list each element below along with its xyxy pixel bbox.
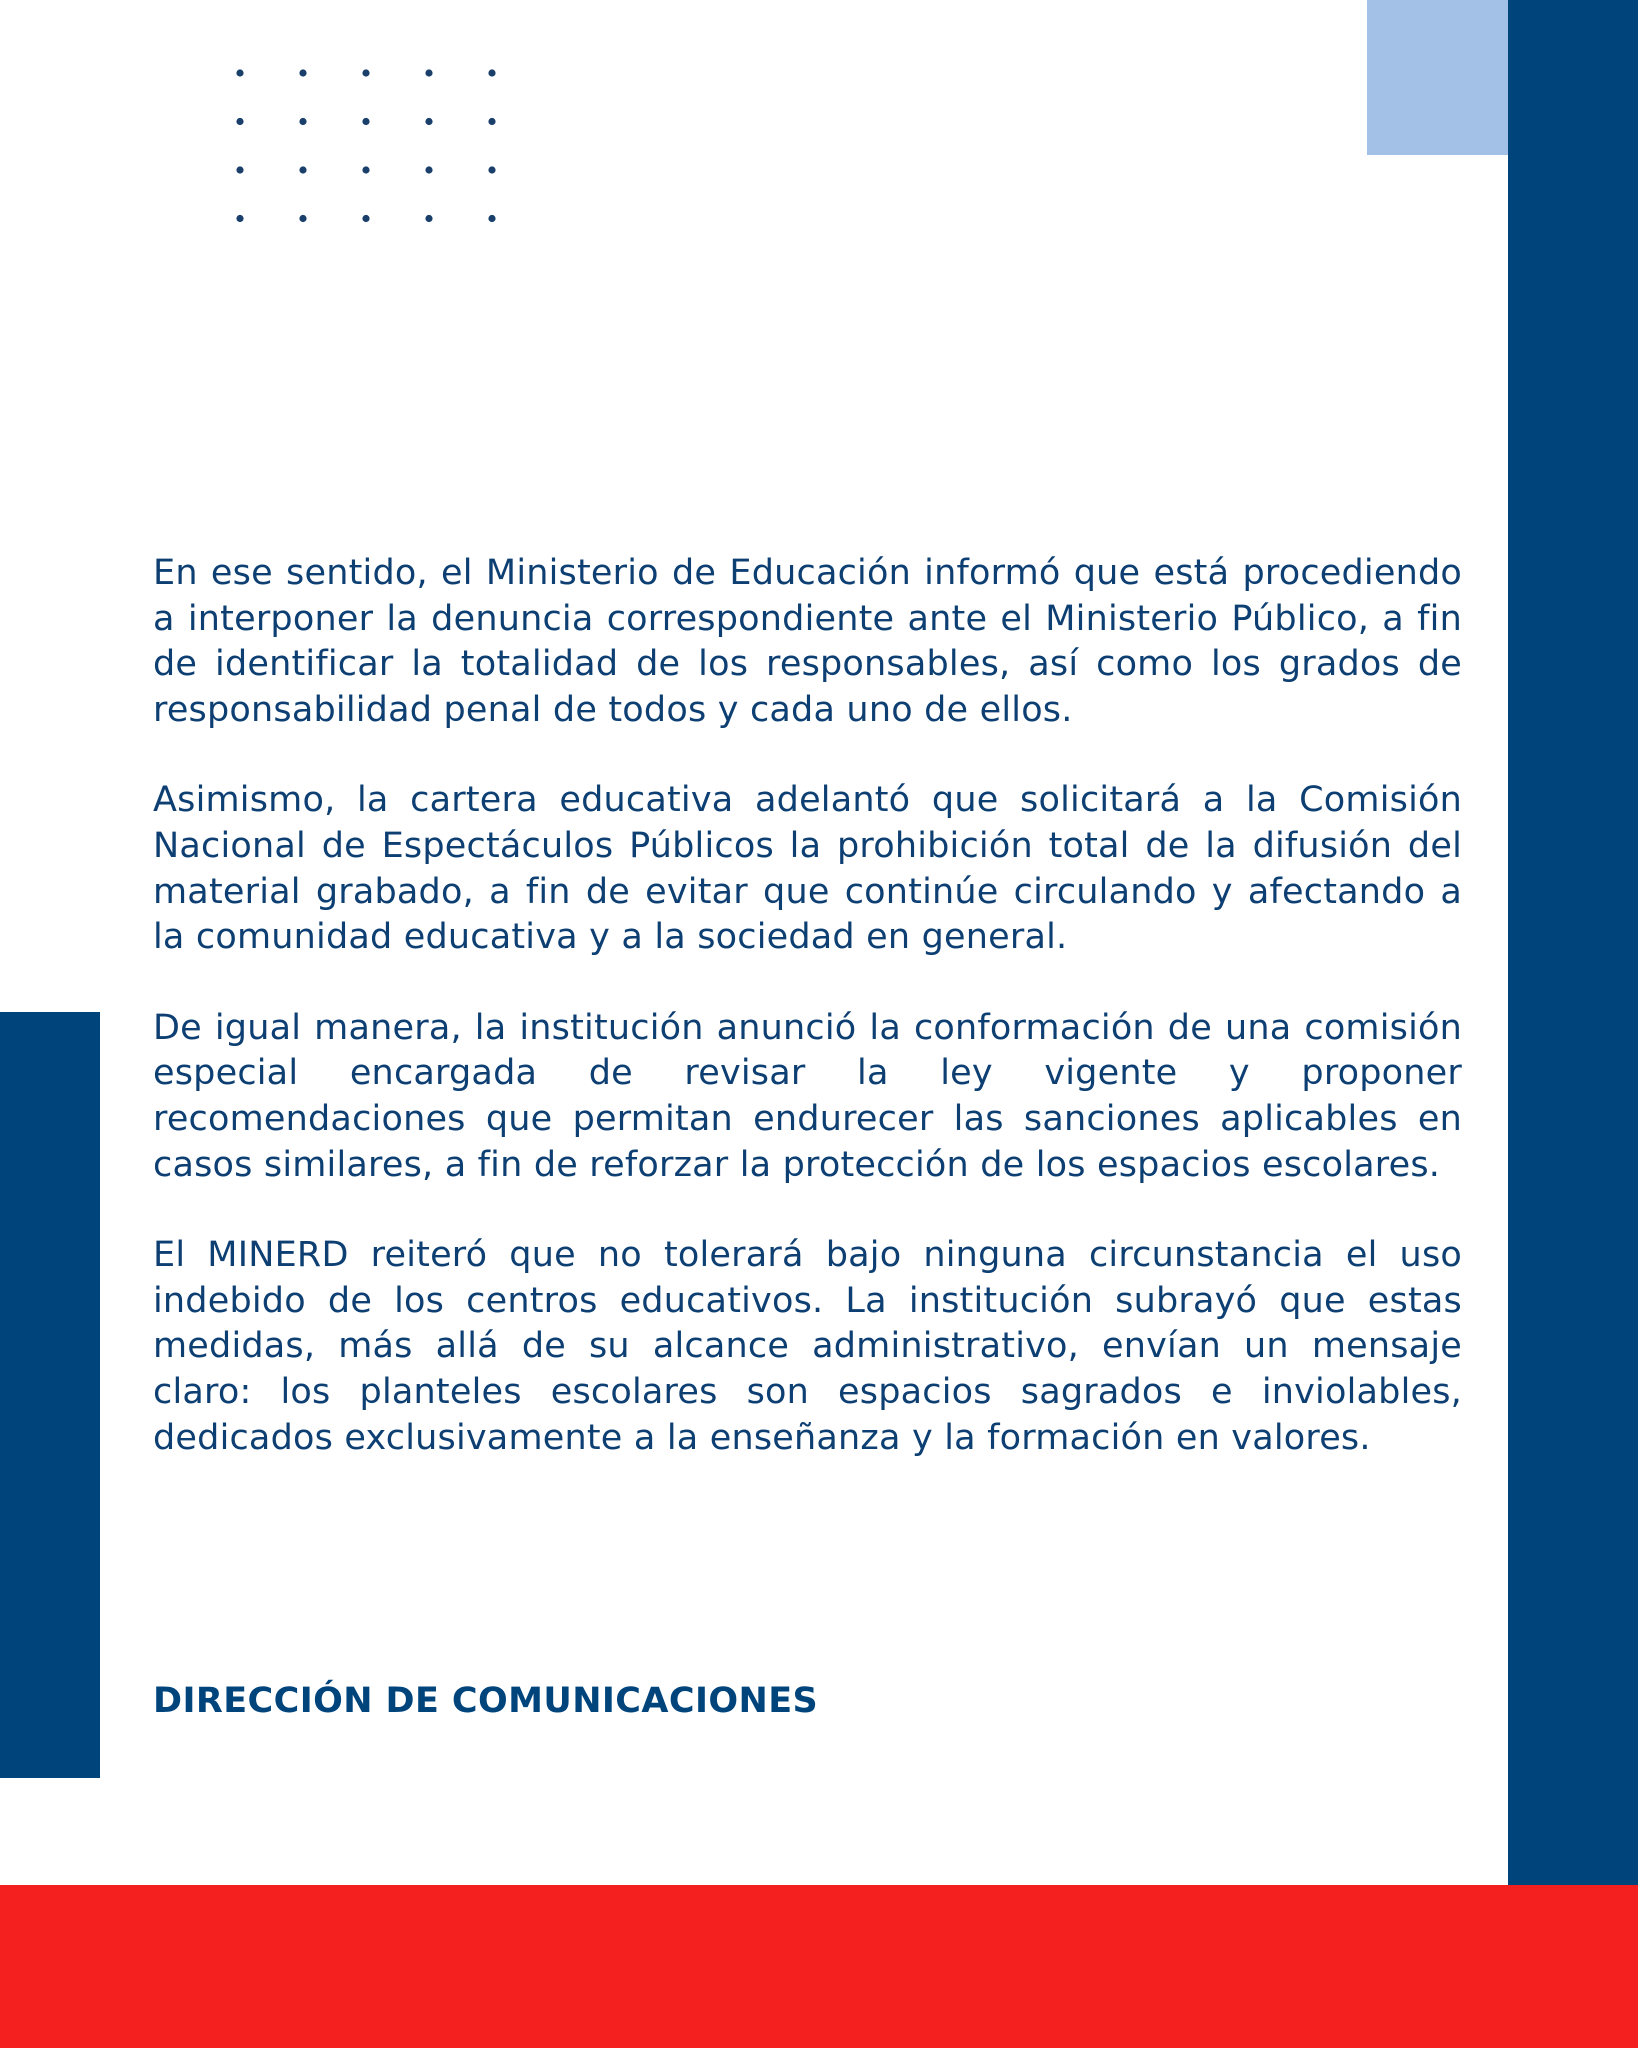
decorative-dot — [488, 166, 495, 173]
decorative-dot — [488, 118, 495, 125]
paragraph-3: De igual manera, la institución anunció la conformación de una comisión especial encargada de revisar la ley vigente y proponer recomendaciones que permitan endurecer las sanciones aplicables en casos similares, a fin de reforzar la protección de los espacios escolares. — [153, 1007, 1462, 1185]
decorative-dot — [488, 215, 495, 222]
decorative-dot — [488, 69, 495, 76]
decorative-dot — [236, 69, 243, 76]
signature-department: DIRECCIÓN DE COMUNICACIONES — [153, 1681, 819, 1721]
decorative-dot — [425, 215, 432, 222]
decorative-dot — [299, 118, 306, 125]
decorative-dot — [425, 166, 432, 173]
decorative-bottom-red-band — [0, 1885, 1638, 2048]
decorative-right-navy-bar — [1508, 0, 1638, 1888]
decorative-left-navy-bar — [0, 1012, 100, 1778]
decorative-dot — [236, 118, 243, 125]
paragraph-2: Asimismo, la cartera educativa adelantó que solicitará a la Comisión Nacional de Espectáculos Públicos la prohibición total de la difusión del material grabado, a fin de evitar que continúe circulando y afectando a la comunidad educativa y a la sociedad en general. — [153, 780, 1462, 958]
decorative-dot — [362, 69, 369, 76]
paragraph-4: El MINERD reiteró que no tolerará bajo ninguna circunstancia el uso indebido de los centros educativos. La institución subrayó que estas medidas, más allá de su alcance administrativo, envían un mensaje claro: los planteles escolares son espacios sagrados e inviolables, dedicados exclusivamente a la enseñanza y la formación en valores. — [153, 1235, 1462, 1458]
signature-block — [153, 1678, 818, 1724]
decorative-dot — [299, 69, 306, 76]
decorative-dot — [362, 166, 369, 173]
decorative-dot — [362, 118, 369, 125]
decorative-dot — [299, 166, 306, 173]
decorative-dot — [299, 215, 306, 222]
decorative-dot — [425, 69, 432, 76]
decorative-dot — [236, 215, 243, 222]
paragraph-1: En ese sentido, el Ministerio de Educación informó que está procediendo a interponer la denuncia correspondiente ante el Ministerio Público, a fin de identificar la totalidad de los responsables, así como los grados de responsabilidad penal de todos y cada uno de ellos. — [153, 553, 1462, 730]
decorative-dot — [362, 215, 369, 222]
decorative-dot-grid — [225, 60, 505, 230]
decorative-dot — [236, 166, 243, 173]
decorative-dot — [425, 118, 432, 125]
press-release-body — [153, 551, 1462, 1506]
